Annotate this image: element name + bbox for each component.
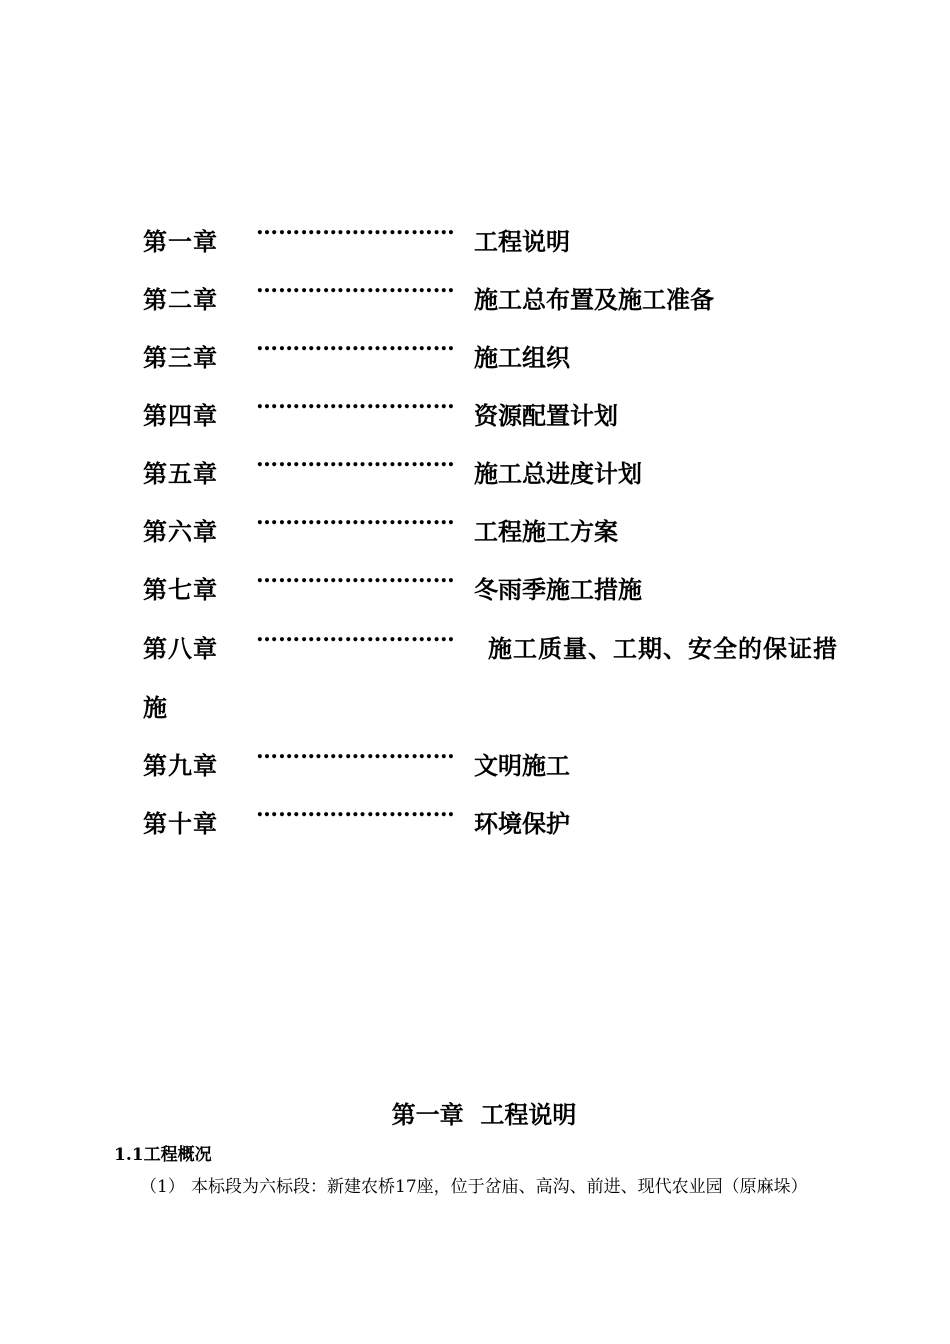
toc-chapter-label: 第四章 [143,401,218,430]
toc-chapter-label: 第三章 [143,343,218,372]
toc-chapter-title: 工程施工方案 [474,517,618,546]
section-heading: 1.1工程概况 [114,1145,212,1165]
toc-chapter-title: 施工总进度计划 [474,459,642,488]
toc-chapter-title: 冬雨季施工措施 [474,575,642,604]
toc-chapter-label: 第九章 [143,751,218,780]
chapter-heading: 第一章 工程说明 [391,1100,577,1129]
toc-leader-dots: ……………………… [256,504,455,530]
toc-chapter-title: 施工总布置及施工准备 [474,285,714,314]
toc-leader-dots: ……………………… [256,738,455,764]
toc-chapter-label: 第十章 [143,809,218,838]
toc-leader-dots: ……………………… [256,388,455,414]
toc-chapter-label: 第一章 [143,227,218,256]
toc-chapter-title: 工程说明 [474,227,570,256]
toc-chapter-title: 文明施工 [474,751,570,780]
toc-leader-dots: ……………………… [256,562,455,588]
body-paragraph [140,1172,860,1202]
toc-chapter-title-continuation: 施 [143,693,167,722]
toc-leader-dots: ……………………… [256,330,455,356]
toc-chapter-label: 第五章 [143,459,218,488]
toc-chapter-label: 第八章 [143,634,218,663]
toc-leader-dots: ……………………… [256,272,455,298]
paragraph-text: 本标段为六标段：新建农桥17座，位于岔庙、高沟、前进、现代农业园（原麻垛） [191,1177,808,1197]
toc-chapter-title: 资源配置计划 [474,401,618,430]
toc-leader-dots: ……………………… [256,796,455,822]
paragraph-number: （1） [140,1177,185,1197]
toc-chapter-label: 第七章 [143,575,218,604]
toc-leader-dots: ……………………… [256,446,455,472]
toc-chapter-label: 第二章 [143,285,218,314]
toc-chapter-title: 施工质量、工期、安全的保证措 [488,634,838,663]
toc-leader-dots: ……………………… [256,214,455,240]
toc-chapter-title: 施工组织 [474,343,570,372]
toc-chapter-label: 第六章 [143,517,218,546]
toc-leader-dots: ……………………… [256,621,455,647]
toc-chapter-title: 环境保护 [474,809,570,838]
